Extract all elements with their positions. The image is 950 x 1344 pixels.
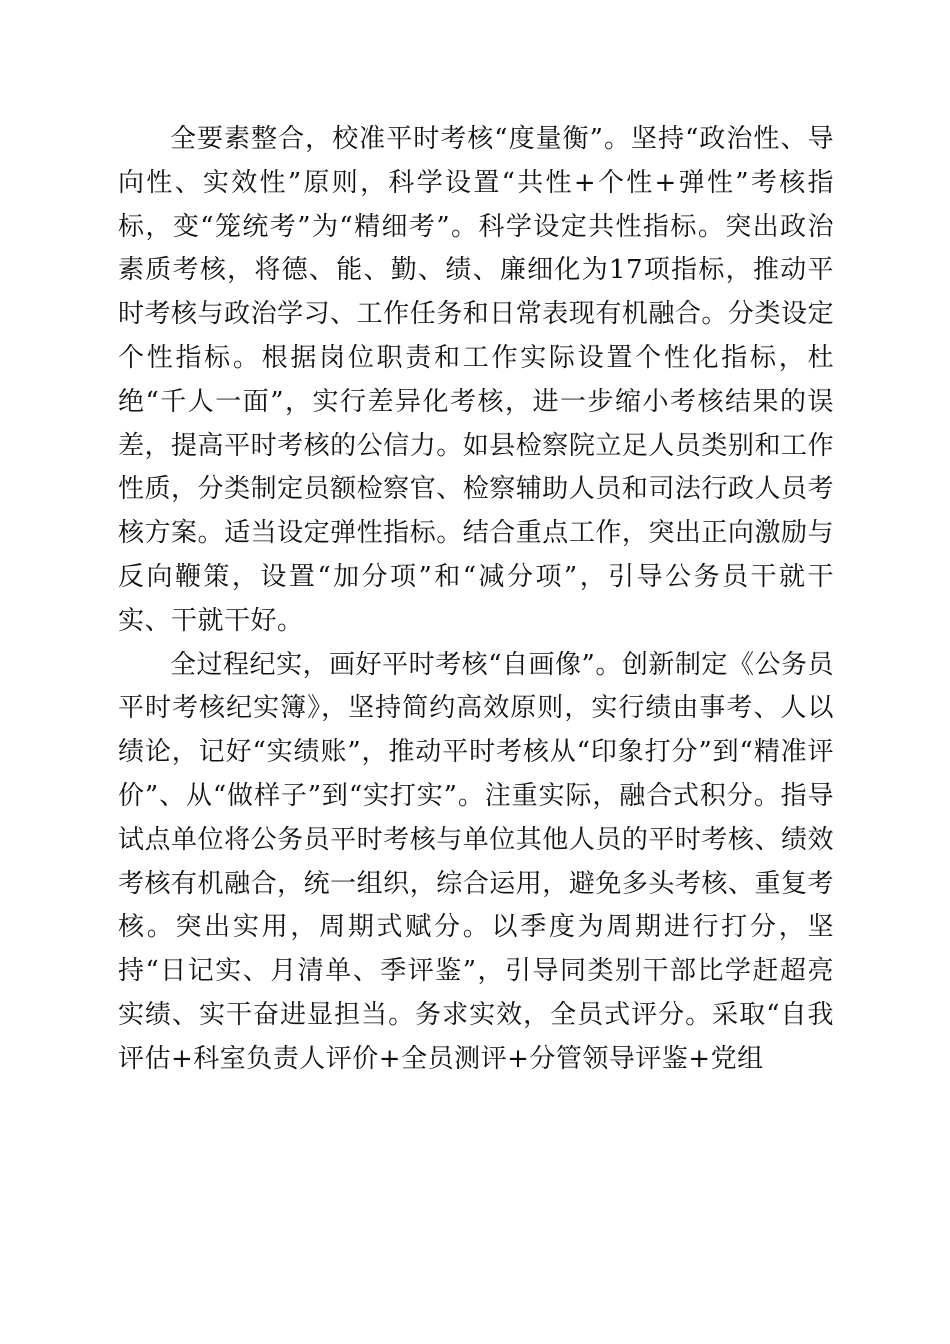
paragraph-assessment-records: 全过程纪实，画好平时考核“自画像”。创新制定《公务员平时考核纪实簿》，坚持简约高效原则，实行绩由事考、人以绩论，记好“实绩账”，推动平时考核从“印象打分”到“精准评价”、从“做样子”到“实打实”。注重实际，融合式积分。指导试点单位将公务员平时考核与单位其他人员的平时考核、绩效考核有机融合，统一组织，综合运用，避免多头考核、重复考核。突出实用，周期式赋分。以季度为周期进行打分，坚持“日记实、月清单、季评鉴”，引导同类别干部比学赶超亮实绩、实干奋进显担当。务求实效，全员式评分。采取“自我评估+科室负责人评价+全员测评+分管领导评鉴+党组 bbox=[118, 649, 834, 1074]
document-body bbox=[118, 118, 834, 1082]
paragraph-assessment-indicators: 全要素整合，校准平时考核“度量衡”。坚持“政治性、导向性、实效性”原则，科学设置“共性+个性+弹性”考核指标，变“笼统考”为“精细考”。科学设定共性指标。突出政治素质考核，将德、能、勤、绩、廉细化为17项指标，推动平时考核与政治学习、工作任务和日常表现有机融合。分类设定个性指标。根据岗位职责和工作实际设置个性化指标，杜绝“千人一面”，实行差异化考核，进一步缩小考核结果的误差，提高平时考核的公信力。如县检察院立足人员类别和工作性质，分类制定员额检察官、检察辅助人员和司法行政人员考核方案。适当设定弹性指标。结合重点工作，突出正向激励与反向鞭策，设置“加分项”和“减分项”，引导公务员干就干实、干就干好。 bbox=[118, 124, 834, 636]
